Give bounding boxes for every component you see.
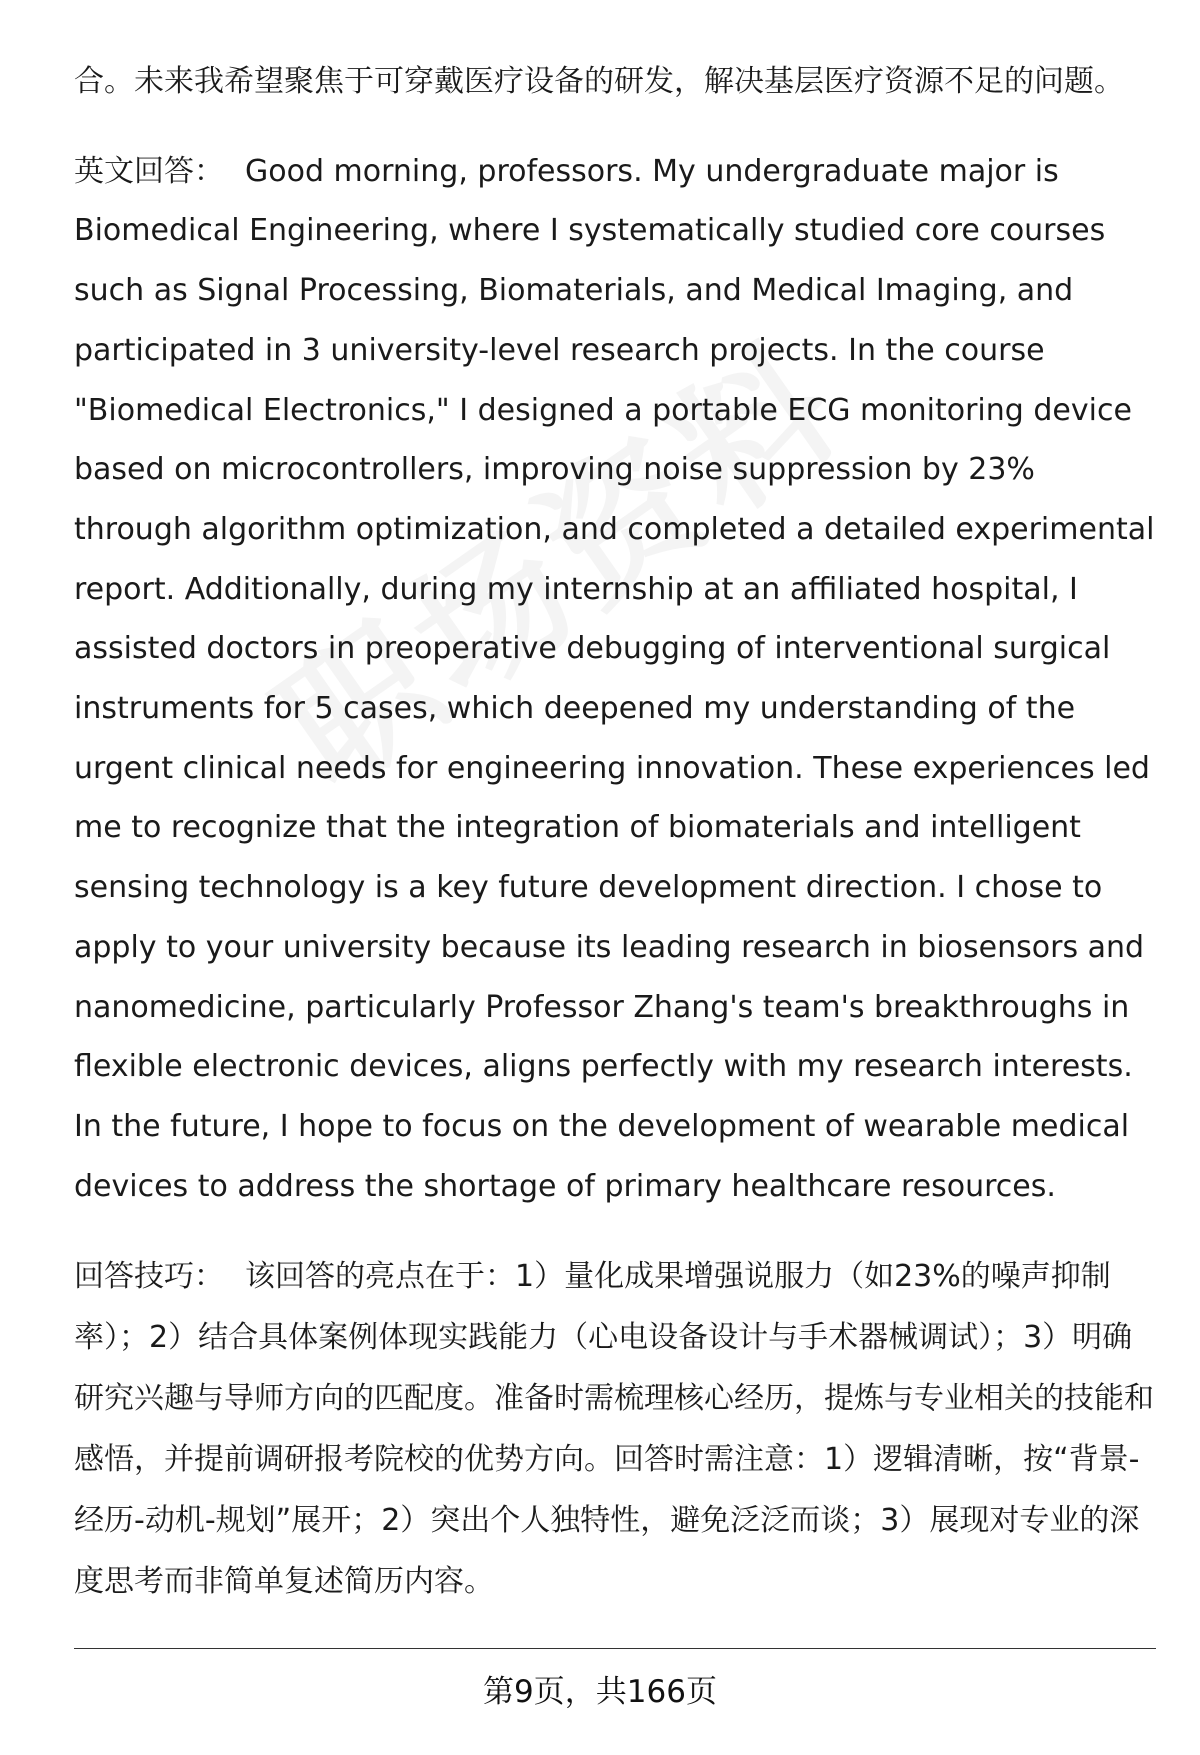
footer-divider [74,1648,1156,1649]
intro-paragraph: 合。未来我希望聚焦于可穿戴医疗设备的研发，解决基层医疗资源不足的问题。 [74,64,1124,99]
english-answer-text: Good morning, professors. My undergraduate major is Biomedical Engineering, where I systematically studied core courses such as Signal Processing, Biomaterials, and Medical Imaging, and participated in 3 university-level research projects. In the course "Biomedical Electronics," I designed a portable ECG monitoring device based on microcontrollers, improving noise suppression by 23% through algorithm optimization, and completed a detailed experimental report. Additionally, during my internship at an affiliated hospital, I assisted doctors in preoperative debugging of interventional surgical instruments for 5 cases, which deepened my understanding of the urgent clinical needs for engineering innovation. These experiences led me to recognize that the integration of biomaterials and intelligent sensing technology is a key future development direction. I chose to apply to your university because its leading research in biosensors and nanomedicine, particularly Professor Zhang's team's breakthroughs in flexible electronic devices, aligns perfectly with my research interests. In the future, I hope to focus on the development of wearable medical devices to address the shortage of primary healthcare resources. [74,153,1155,1204]
page-number: 第9页，共166页 [483,1674,717,1710]
answer-tips-paragraph [74,1246,1156,1612]
answer-tips-label: 回答技巧： [74,1259,224,1295]
document-body [74,52,1156,1612]
english-answer-label: 英文回答： [74,153,224,189]
answer-tips-text: 该回答的亮点在于：1）量化成果增强说服力（如23%的噪声抑制率）；2）结合具体案例体现实践能力（心电设备设计与手术器械调试）；3）明确研究兴趣与导师方向的匹配度。准备时需梳理核心经历，提炼与专业相关的技能和感悟，并提前调研报考院校的优势方向。回答时需注意：1）逻辑清晰，按“背景-经历-动机-规划”展开；2）突出个人独特性，避免泛泛而谈；3）展现对专业的深度思考而非简单复述简历内容。 [74,1259,1154,1600]
english-answer-paragraph [74,142,1156,1217]
